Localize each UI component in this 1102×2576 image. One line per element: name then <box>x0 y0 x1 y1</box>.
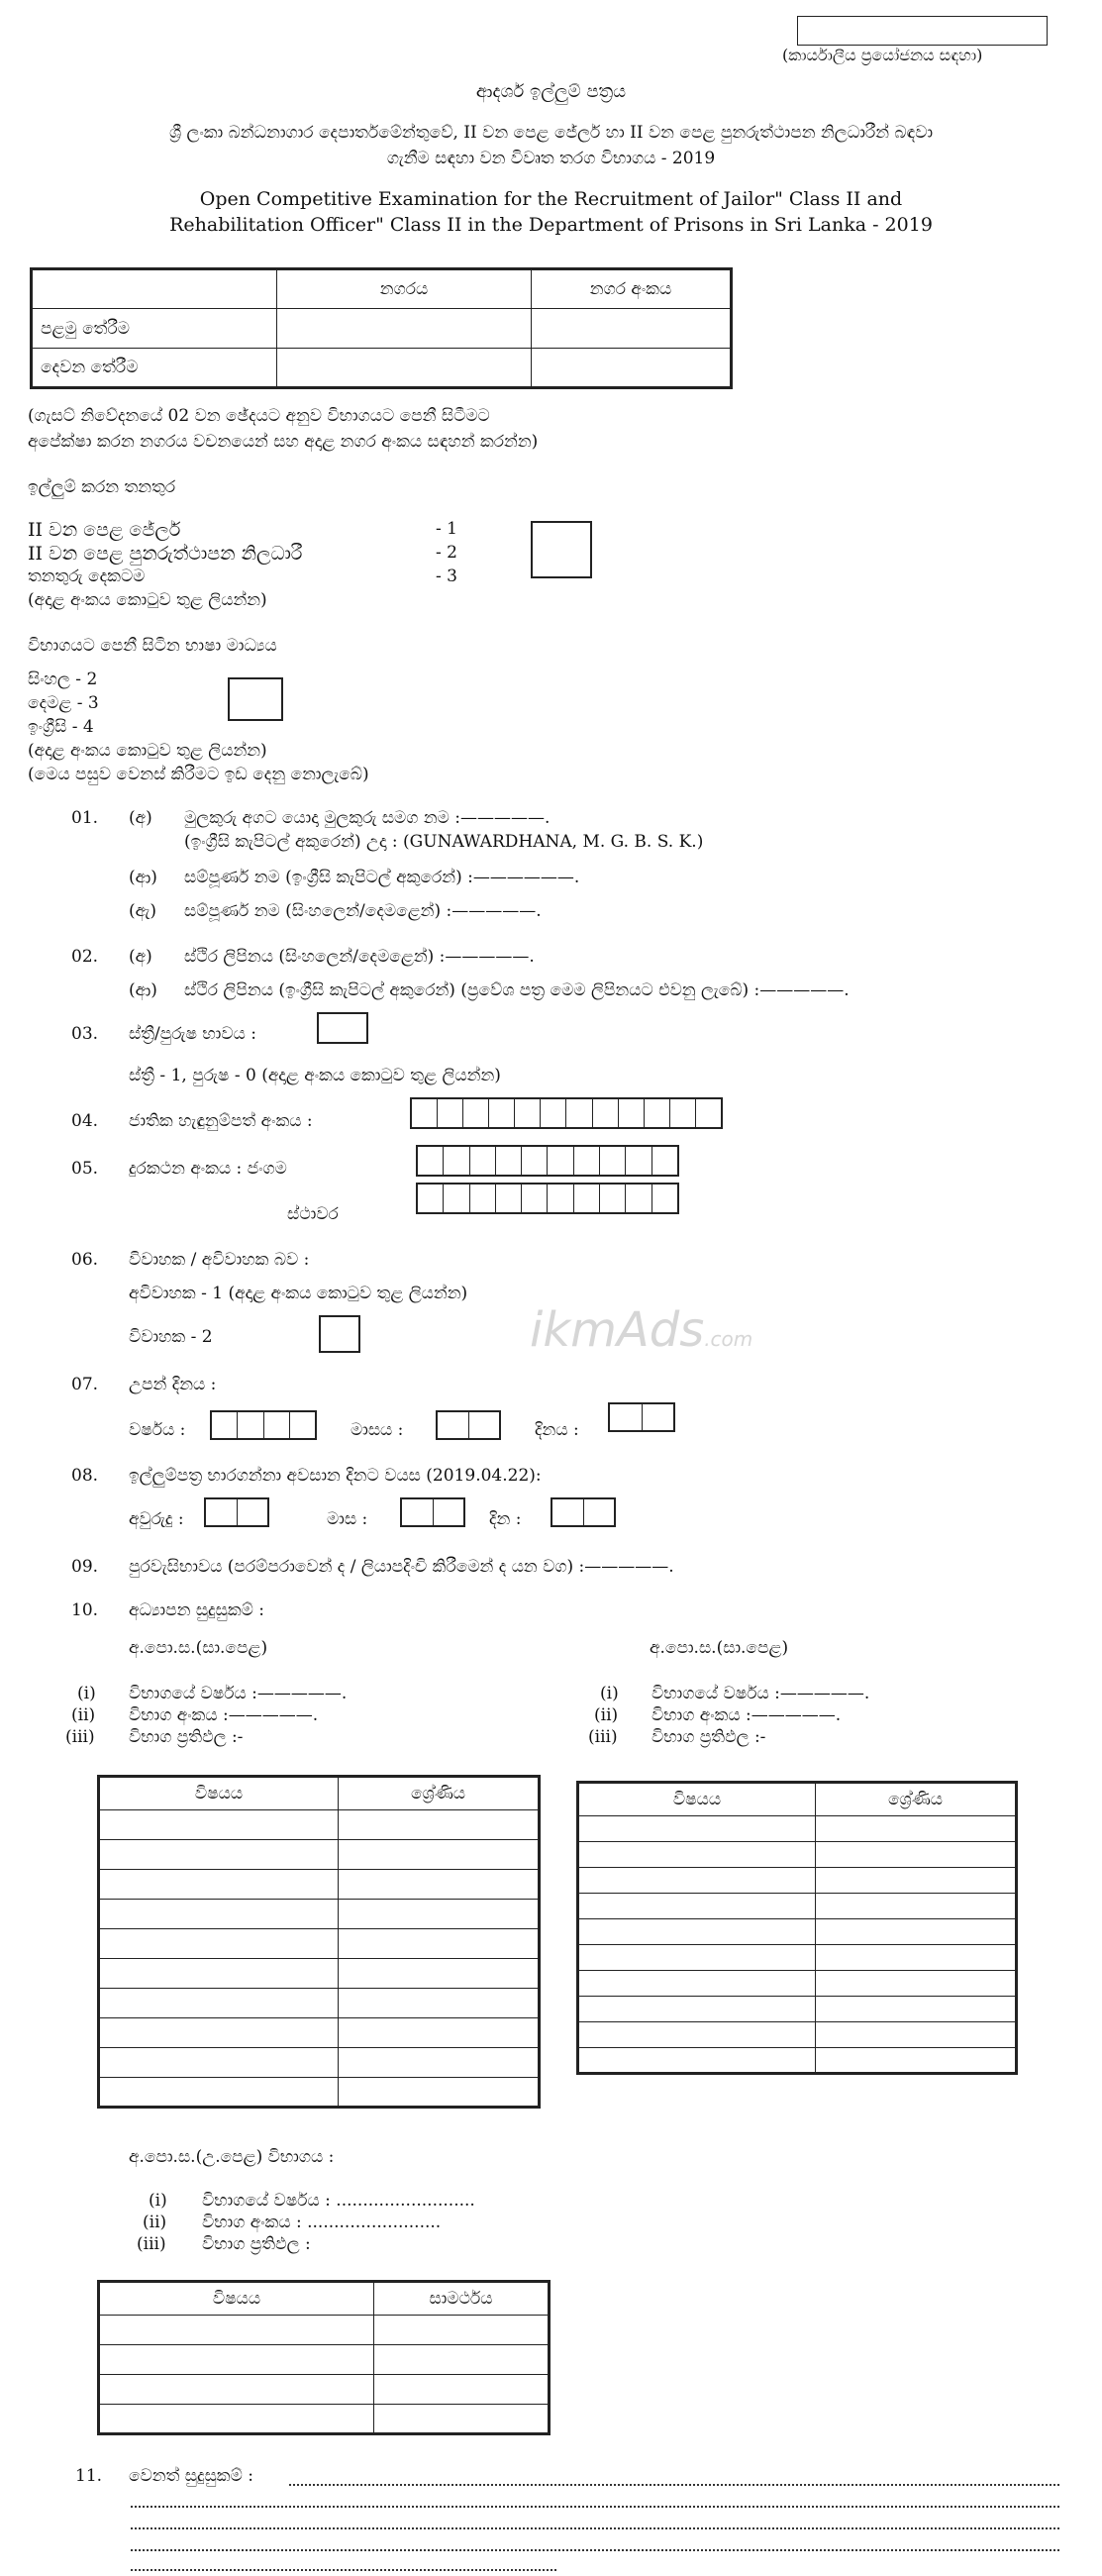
dob-month-boxes[interactable] <box>436 1410 501 1440</box>
ol-right-roman-2: (ii) <box>594 1705 619 1725</box>
table-cell[interactable] <box>99 2048 339 2078</box>
table-cell[interactable] <box>99 1810 339 1840</box>
ol-left-item-1: විභාගයේ වර්ෂය :—————. <box>129 1684 348 1703</box>
table-cell[interactable] <box>578 2022 816 2048</box>
table-cell[interactable] <box>339 2048 540 2078</box>
q01-c-mark: (ඇ) <box>129 901 157 921</box>
table-cell[interactable] <box>578 2048 816 2074</box>
q10-label: අධ්‍යාපන සුදුසුකම් : <box>129 1600 264 1620</box>
mobile-number-boxes[interactable] <box>416 1145 679 1177</box>
q06-label: විවාහක / අවිවාහක බව : <box>129 1250 310 1270</box>
q01-a-example: (ඉංග්‍රීසි කැපිටල් අකුරෙන්) උදා : (GUNAWARDHANA, M. G. B. S. K.) <box>184 832 704 852</box>
table-cell[interactable] <box>99 1989 339 2018</box>
table-cell[interactable] <box>816 2022 1017 2048</box>
q02-b-text: ස්ථිර ලිපිනය (ඉංග්‍රීසි කැපිටල් අකුරෙන්) (ප්‍රවේශ පත්‍ර මෙම ලිපිනයට එවනු ලැබේ) :—————. <box>184 980 850 1000</box>
q05-label-mobile: දුරකථන අංකය : ජංගම <box>129 1159 287 1179</box>
q01-a-mark: (අ) <box>129 808 152 828</box>
q01-b-mark: (ආ) <box>129 868 157 887</box>
table-cell[interactable] <box>99 2316 374 2345</box>
ol-heading-left: අ.පො.ස.(සා.පෙළ) <box>129 1638 268 1658</box>
watermark-main: ikmAds <box>530 1302 705 1358</box>
table-cell[interactable] <box>578 1945 816 1971</box>
post-code-box[interactable] <box>531 521 592 578</box>
table-cell[interactable] <box>99 1929 339 1959</box>
ol-left-roman-1: (i) <box>77 1684 96 1703</box>
q06-married: විවාහක - 2 <box>129 1327 213 1347</box>
age-days-label: දින : <box>489 1509 522 1529</box>
marital-status-box[interactable] <box>319 1315 360 1353</box>
ol-results-table-left <box>97 1775 541 2109</box>
post-code-3: - 3 <box>436 567 457 586</box>
ol-left-roman-3: (iii) <box>65 1727 95 1747</box>
table-cell[interactable] <box>816 1894 1017 1919</box>
medium-note-1: (අදාළ අංකය කොටුව තුළ ලියන්න) <box>28 741 267 761</box>
first-choice-label: පළමු තේරීම <box>32 309 277 349</box>
table-cell[interactable] <box>374 2405 550 2434</box>
table-cell[interactable] <box>816 1997 1017 2022</box>
q11-line-5[interactable] <box>131 2569 556 2571</box>
table-cell[interactable] <box>816 2048 1017 2074</box>
ol-right-roman-1: (i) <box>600 1684 619 1703</box>
table-cell[interactable] <box>816 1945 1017 1971</box>
medium-heading: විභාගයට පෙනී සිටින භාෂා මාධ්‍යය <box>28 636 277 656</box>
table-cell[interactable] <box>339 1870 540 1900</box>
watermark-sub: .com <box>704 1327 753 1351</box>
table-cell[interactable] <box>374 2375 550 2405</box>
q08-number: 08. <box>71 1466 99 1486</box>
q11-number: 11. <box>75 2466 103 2486</box>
al-subject-header: විෂයය <box>99 2282 374 2316</box>
table-cell[interactable] <box>339 2018 540 2048</box>
table-cell[interactable] <box>374 2345 550 2375</box>
al-results-table <box>97 2280 551 2435</box>
table-cell[interactable] <box>99 1840 339 1870</box>
q01-a-text: මුලකුරු අගට යොදා මුලකුරු සමග නම :—————. <box>184 808 551 828</box>
q01-number: 01. <box>71 808 99 828</box>
al-pass-header: සාමර්ථය <box>374 2282 550 2316</box>
gender-box[interactable] <box>317 1012 368 1044</box>
q03-label: ස්ත්‍රී/පුරුෂ භාවය : <box>129 1024 256 1044</box>
table-cell[interactable] <box>339 1900 540 1929</box>
ol-right-subject-header: විෂයය <box>578 1783 816 1816</box>
first-choice-code-cell[interactable] <box>532 309 732 349</box>
table-cell[interactable] <box>99 2405 374 2434</box>
first-choice-city-cell[interactable] <box>277 309 532 349</box>
table-cell[interactable] <box>816 1919 1017 1945</box>
table-cell[interactable] <box>99 1900 339 1929</box>
second-choice-code-cell[interactable] <box>532 349 732 388</box>
second-choice-city-cell[interactable] <box>277 349 532 388</box>
medium-code-box[interactable] <box>228 677 283 721</box>
city-table-header-city: නගරය <box>277 269 532 309</box>
age-days-boxes[interactable] <box>551 1497 616 1527</box>
al-item-2: විභාග අංකය : ......................... <box>202 2213 442 2232</box>
ol-left-item-2: විභාග අංකය :—————. <box>129 1705 319 1725</box>
medium-tamil: දෙමළ - 3 <box>28 693 99 713</box>
table-cell[interactable] <box>578 1816 816 1842</box>
q11-label: වෙනත් සුදුසුකම් : <box>129 2466 253 2486</box>
table-cell[interactable] <box>339 1810 540 1840</box>
table-cell[interactable] <box>578 1971 816 1997</box>
ol-left-item-3: විභාග ප්‍රතිඵල :- <box>129 1727 244 1747</box>
q04-number: 04. <box>71 1111 99 1131</box>
q11-line-2[interactable] <box>131 2506 1059 2508</box>
al-item-1: විභාගයේ වර්ෂය : .......................... <box>202 2191 475 2211</box>
sinhala-title-line-2: ගැනීම සඳහා වන විවෘත තරග විභාගය - 2019 <box>386 149 716 168</box>
post-code-2: - 2 <box>436 543 457 563</box>
table-cell[interactable] <box>816 1971 1017 1997</box>
ol-left-grade-header: ශ්‍රේණිය <box>339 1777 540 1810</box>
sinhala-title-line-1: ශ්‍රී ලංකා බන්ධනාගාර දෙපාර්තමේන්තුවේ, II වන පෙළ ජේලර් හා II වන පෙළ පුනරුත්ථාපන නිලධාරීන් බඳවා <box>168 123 934 143</box>
dob-month-label: මාසය : <box>351 1420 404 1440</box>
al-roman-2: (ii) <box>143 2213 167 2232</box>
al-roman-3: (iii) <box>137 2234 166 2254</box>
post-option-1: II වන පෙළ ජේලර් <box>28 519 181 541</box>
medium-english: ඉංග්‍රීසි - 4 <box>28 717 94 737</box>
english-title-line-2: Rehabilitation Officer" Class II in the Department of Prisons in Sri Lanka - 2019 <box>169 214 933 236</box>
table-cell[interactable] <box>99 2375 374 2405</box>
office-use-box[interactable] <box>797 16 1048 46</box>
age-months-boxes[interactable] <box>400 1497 465 1527</box>
table-cell[interactable] <box>99 2078 339 2108</box>
city-choice-table <box>30 267 733 389</box>
ol-right-roman-3: (iii) <box>588 1727 618 1747</box>
q11-line-3[interactable] <box>131 2527 1059 2529</box>
ol-left-subject-header: විෂයය <box>99 1777 339 1810</box>
dob-day-label: දිනය : <box>535 1420 579 1440</box>
q08-label: ඉල්ලුම්පත්‍ර භාරගන්නා අවසාන දිනට වයස (2019.04.22): <box>129 1466 542 1486</box>
q07-label: උපන් දිනය : <box>129 1375 217 1394</box>
second-choice-label: දෙවන තේරීම <box>32 349 277 388</box>
table-cell[interactable] <box>339 1840 540 1870</box>
post-code-1: - 1 <box>436 519 457 539</box>
english-title-line-1: Open Competitive Examination for the Recruitment of Jailor" Class II and <box>199 188 903 210</box>
table-cell[interactable] <box>578 1894 816 1919</box>
city-note-line-1: (ගැසට් නිවේදනයේ 02 වන ඡේදයට අනුව විභාගයට පෙනී සිටීමට <box>28 406 490 426</box>
table-cell[interactable] <box>99 2345 374 2375</box>
table-cell[interactable] <box>99 1870 339 1900</box>
post-option-2: II වන පෙළ පුනරුත්ථාපන නිලධාරී <box>28 543 303 565</box>
table-cell[interactable] <box>339 1989 540 2018</box>
q07-number: 07. <box>71 1375 99 1394</box>
table-cell[interactable] <box>816 1868 1017 1894</box>
post-heading: ඉල්ලුම් කරන තනතුර <box>28 477 176 497</box>
ol-results-table-right <box>576 1781 1018 2075</box>
city-note-line-2: අපේක්ෂා කරන නගරය වචනයෙන් සහ අදාළ නගර අංකය සඳහන් කරන්න) <box>28 432 539 452</box>
q03-number: 03. <box>71 1024 99 1044</box>
q09-number: 09. <box>71 1557 99 1577</box>
table-cell[interactable] <box>816 1842 1017 1868</box>
table-cell[interactable] <box>578 1919 816 1945</box>
q03-options: ස්ත්‍රී - 1, පුරුෂ - 0 (අදාළ අංකය කොටුව තුළ ලියන්න) <box>129 1066 501 1085</box>
q05-number: 05. <box>71 1159 99 1179</box>
city-table-header-blank <box>32 269 277 309</box>
q01-c-text: සම්පූර්ණ නම (සිංහලෙන්/දෙමළෙන්) :—————. <box>184 901 542 921</box>
q09-label: පුරවැසිභාවය (පරම්පරාවෙන් ද / ලියාපදිංචි කිරීමෙන් ද යන වග) :—————. <box>129 1557 674 1577</box>
table-cell[interactable] <box>339 1929 540 1959</box>
table-cell[interactable] <box>816 1816 1017 1842</box>
post-box-note: (අදාළ අංකය කොටුව තුළ ලියන්න) <box>28 590 267 610</box>
q02-number: 02. <box>71 947 99 967</box>
q10-number: 10. <box>71 1600 99 1620</box>
q02-a-text: ස්ථිර ලිපිනය (සිංහලෙන්/දෙමළෙන්) :—————. <box>184 947 535 967</box>
q04-label: ජාතික හැඳුනුම්පත් අංකය : <box>129 1111 313 1131</box>
al-roman-1: (i) <box>149 2191 167 2211</box>
age-years-label: අවුරුදු : <box>129 1509 184 1529</box>
city-table-header-code: නගර අංකය <box>532 269 732 309</box>
ol-left-roman-2: (ii) <box>71 1705 96 1725</box>
dob-year-boxes[interactable] <box>210 1410 317 1440</box>
table-cell[interactable] <box>578 1868 816 1894</box>
watermark-logo <box>530 1302 752 1358</box>
form-title: ආදර්ශ ඉල්ලුම් පත්‍රය <box>475 81 627 102</box>
q11-line-1[interactable] <box>289 2484 1059 2486</box>
q02-b-mark: (ආ) <box>129 980 157 1000</box>
medium-note-2: (මෙය පසුව වෙනස් කිරීමට ඉඩ දෙනු නොලැබේ) <box>28 765 369 784</box>
table-cell[interactable] <box>339 1959 540 1989</box>
q02-a-mark: (අ) <box>129 947 152 967</box>
q11-line-4[interactable] <box>131 2549 1059 2551</box>
post-option-3: තනතුරු දෙකටම <box>28 567 146 586</box>
table-cell[interactable] <box>578 1997 816 2022</box>
ol-heading-right: අ.පො.ස.(සා.පෙළ) <box>650 1638 789 1658</box>
table-cell[interactable] <box>99 1959 339 1989</box>
table-cell[interactable] <box>578 1842 816 1868</box>
q06-number: 06. <box>71 1250 99 1270</box>
table-cell[interactable] <box>99 2018 339 2048</box>
age-months-label: මාස : <box>327 1509 368 1529</box>
q05-label-fixed: ස්ථාවර <box>287 1204 339 1224</box>
ol-right-item-3: විභාග ප්‍රතිඵල :- <box>651 1727 766 1747</box>
table-cell[interactable] <box>374 2316 550 2345</box>
age-years-boxes[interactable] <box>204 1497 269 1527</box>
medium-sinhala: සිංහල - 2 <box>28 670 98 689</box>
fixed-number-boxes[interactable] <box>416 1183 679 1214</box>
ol-right-item-2: විභාග අංකය :—————. <box>651 1705 842 1725</box>
ol-right-grade-header: ශ්‍රේණිය <box>816 1783 1017 1816</box>
dob-year-label: වර්ෂය : <box>129 1420 186 1440</box>
q01-b-text: සම්පූර්ණ නම (ඉංග්‍රීසි කැපිටල් අකුරෙන්) :——————. <box>184 868 580 887</box>
q06-unmarried: අවිවාහක - 1 (අදාළ අංකය කොටුව තුළ ලියන්න) <box>129 1284 468 1303</box>
dob-day-boxes[interactable] <box>608 1402 675 1432</box>
ol-right-item-1: විභාගයේ වර්ෂය :—————. <box>651 1684 870 1703</box>
table-cell[interactable] <box>339 2078 540 2108</box>
office-use-label: (කාර්යාලීය ප්‍රයෝජනය සඳහා) <box>782 46 983 64</box>
al-heading: අ.පො.ස.(උ.පෙළ) විභාගය : <box>129 2147 335 2167</box>
nic-number-boxes[interactable] <box>410 1097 723 1129</box>
al-item-3: විභාග ප්‍රතිඵල : <box>202 2234 311 2254</box>
